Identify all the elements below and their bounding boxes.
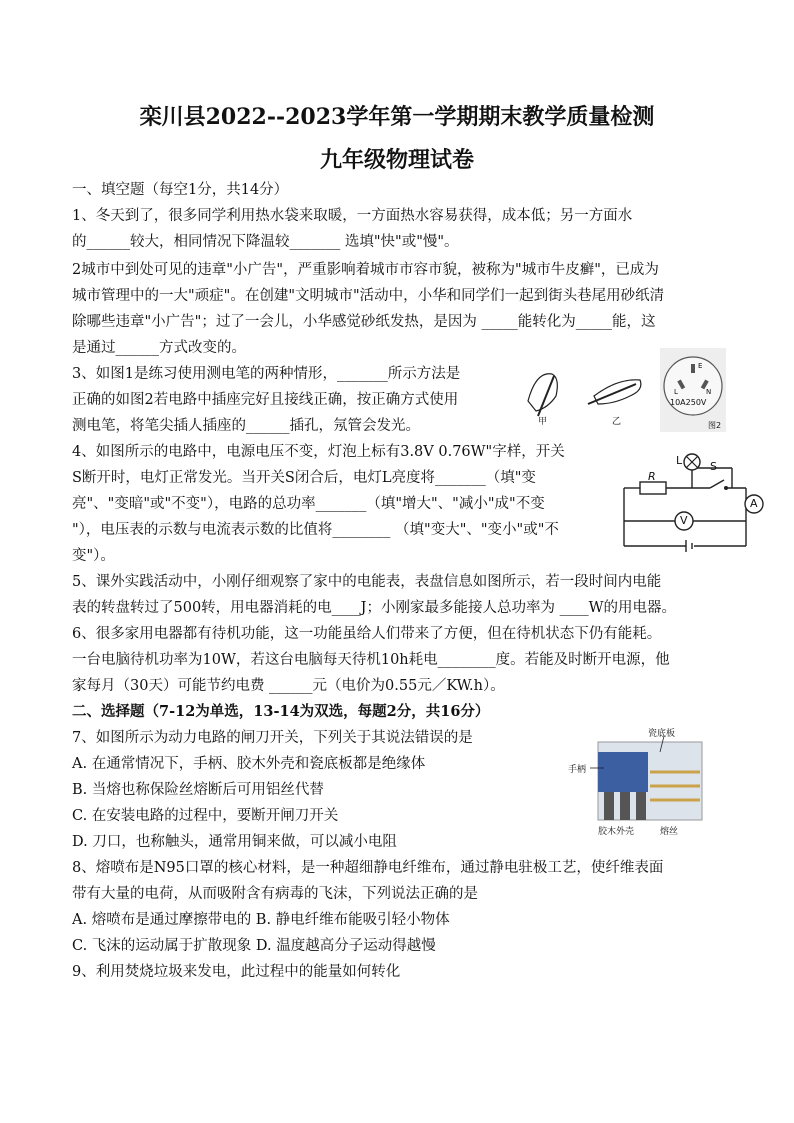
text-line: 5、课外实践活动中，小刚仔细观察了家中的电能表，表盘信息如图所示，若一段时间内电能: [72, 574, 662, 590]
text-line: A. 在通常情况下，手柄、胶木外壳和瓷底板都是绝缘体: [72, 756, 426, 772]
text-line: 7、如图所示为动力电路的闸刀开关，下列关于其说法错误的是: [72, 730, 473, 746]
text-line: 带有大量的电荷，从而吸附含有病毒的飞沫，下列说法正确的是: [72, 886, 478, 902]
text-line: 变"）。: [72, 548, 115, 564]
socket-rating: 10A250V: [670, 398, 707, 407]
socket-pin-e: E: [698, 362, 703, 370]
section2-heading: 二、选择题（7-12为单选，13-14为双选，每题2分，共16分）: [72, 703, 490, 720]
test-pen-figure: [518, 356, 652, 430]
text-line: 正确的如图2若电路中插座完好且接线正确，按正确方式使用: [72, 392, 459, 408]
figure-caption: 图2: [708, 421, 722, 430]
text-line: 3、如图1是练习使用测电笔的两种情形，_______所示方法是: [72, 366, 461, 382]
knife-switch-figure: [560, 722, 718, 840]
label-fuse-wire: 熔丝: [660, 827, 679, 837]
text-line: C. 飞沫的运动属于扩散现象 D. 温度越高分子运动得越慢: [72, 938, 436, 954]
exam-subtitle: 九年级物理试卷: [319, 147, 474, 173]
text-line: 城市管理中的一大"顽症"。在创建"文明城市"活动中，小华和同学们一起到街头巷尾用砂纸清: [72, 288, 665, 304]
text-line: 一台电脑待机功率为10W，若这台电脑每天待机10h耗电________度。若能及时断开电源，他: [72, 652, 670, 668]
figure-label-a: 甲: [538, 417, 548, 427]
text-line: 家每月（30天）可能节约电费 ______元（电价为0.55元／KW.h）。: [72, 678, 505, 694]
text-line: B. 当熔也称保险丝熔断后可用铝丝代替: [72, 782, 324, 798]
resistor-label: R: [648, 470, 656, 483]
label-ceramic-base: 瓷底板: [648, 729, 676, 739]
section1-heading: 一、填空题（每空1分，共14分）: [72, 182, 289, 198]
lamp-label: L: [676, 454, 683, 467]
label-handle: 手柄: [568, 765, 587, 775]
socket-pin-l: L: [674, 388, 678, 396]
text-line: 6、很多家用电器都有待机功能，这一功能虽给人们带来了方便，但在待机状态下仍有能耗。: [72, 626, 662, 642]
text-line: 表的转盘转过了500转，用电器消耗的电____J；小刚家最多能接人总功率为 ____W的用电器。: [72, 600, 676, 616]
switch-label: S: [710, 460, 717, 473]
figure-label-b: 乙: [612, 417, 622, 427]
ammeter-label: A: [750, 497, 758, 510]
text-line: 4、如图所示的电路中，电源电压不变，灯泡上标有3.8V 0.76W"字样，开关: [72, 444, 565, 460]
text-line: A. 熔喷布是通过摩擦带电的 B. 静电纤维布能吸引轻小物体: [72, 912, 450, 928]
socket-pin-n: N: [706, 388, 712, 396]
text-line: 的______较大，相同情况下降温较_______ 选填"快"或"慢"。: [72, 234, 459, 250]
text-line: 1、冬天到了，很多同学利用热水袋来取暖，一方面热水容易获得，成本低；另一方面水: [72, 208, 633, 224]
voltmeter-label: V: [680, 514, 688, 527]
socket-figure: [660, 348, 726, 432]
text-line: C. 在安装电路的过程中，要断开闸刀开关: [72, 808, 339, 824]
text-line: 亮"、"变暗"或"不变"），电路的总功率_______（填"增大"、"减小"成"不变: [72, 496, 545, 512]
circuit-diagram: [614, 446, 774, 556]
text-line: 除哪些违章"小广告"；过了一会儿，小华感觉砂纸发热，是因为 _____能转化为_____能，这: [72, 314, 656, 330]
text-line: 9、利用焚烧垃圾来发电，此过程中的能量如何转化: [72, 964, 401, 980]
text-line: D. 刀口，也称触头，通常用铜来做，可以减小电阻: [72, 834, 397, 850]
text-line: S断开时，电灯正常发光。当开关S闭合后，电灯L亮度将_______（填"变: [72, 470, 536, 486]
text-line: 是通过______方式改变的。: [72, 340, 246, 356]
text-line: "），电压表的示数与电流表示数的比值将________ （填"变大"、"变小"或"不: [72, 522, 559, 538]
exam-title: 栾川县2022--2023学年第一学期期末教学质量检测: [139, 104, 655, 130]
label-bakelite-shell: 胶木外壳: [598, 827, 635, 837]
text-line: 8、熔喷布是N95口罩的核心材料，是一种超细静电纤维布，通过静电驻极工艺，使纤维表面: [72, 860, 664, 876]
text-line: 2城市中到处可见的违章"小广告"，严重影响着城市市容市貌，被称为"城市牛皮癣"，已成为: [72, 262, 659, 278]
text-line: 测电笔，将笔尖插人插座的______插孔，氖管会发光。: [72, 418, 420, 434]
